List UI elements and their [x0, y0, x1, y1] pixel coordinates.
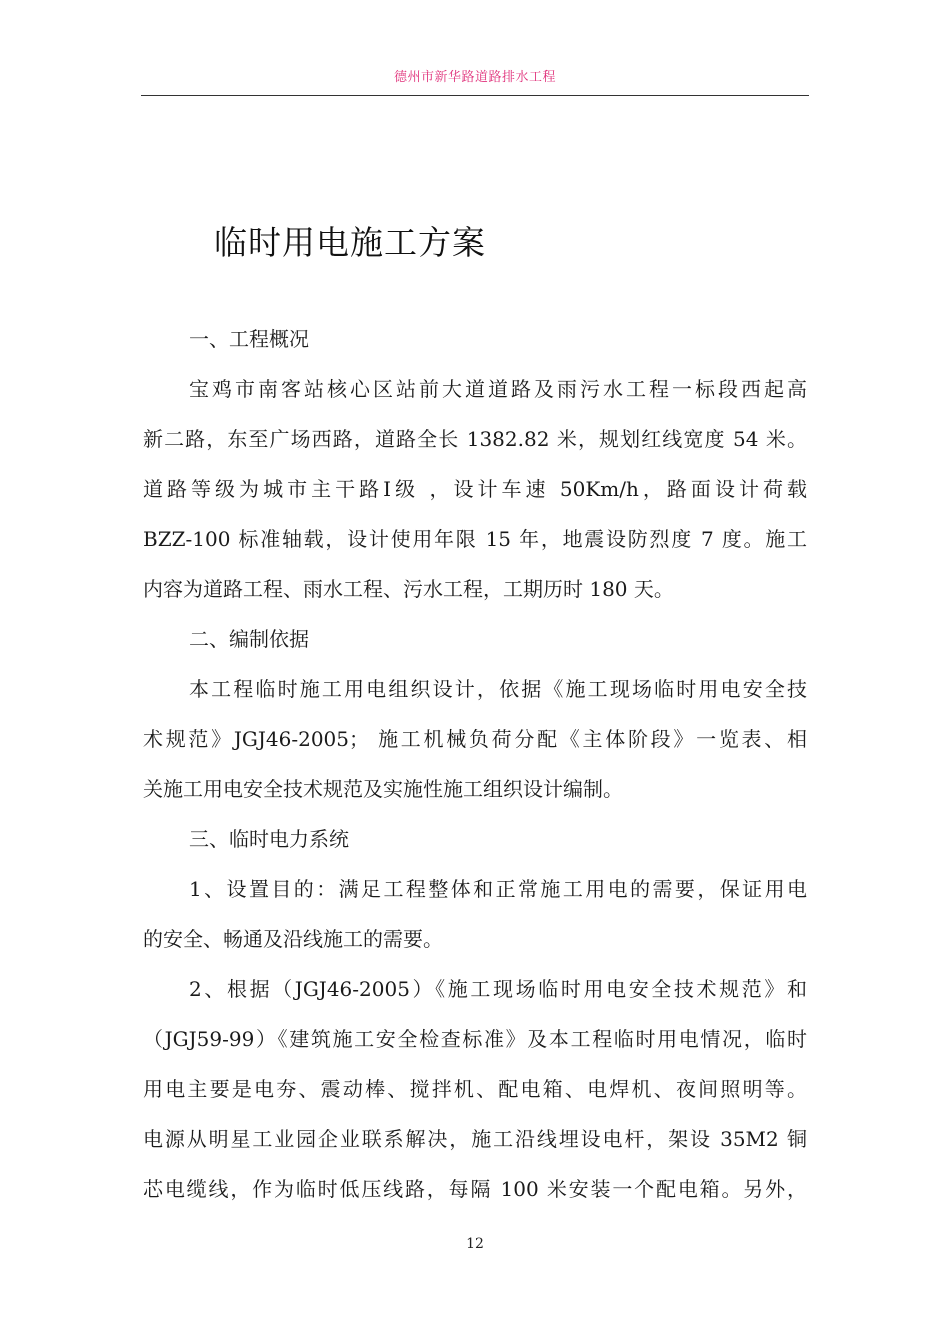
page-number: 12: [466, 1236, 484, 1252]
body-line: 术规范》JGJ46-2005； 施工机械负荷分配《主体阶段》一览表、相: [143, 727, 807, 751]
body-line: 电源从明星工业园企业联系解决，施工沿线埋设电杆，架设 35M2 铜: [143, 1127, 807, 1151]
document-title: 临时用电施工方案: [214, 223, 486, 262]
body-line: BZZ-100 标准轴载，设计使用年限 15 年，地震设防烈度 7 度。施工: [143, 527, 807, 551]
body-line: 关施工用电安全技术规范及实施性施工组织设计编制。: [143, 777, 623, 801]
body-line: 1、设置目的：满足工程整体和正常施工用电的需要，保证用电: [189, 877, 807, 901]
body-line: 本工程临时施工用电组织设计，依据《施工现场临时用电安全技: [189, 677, 807, 701]
body-line: 道路等级为城市主干路Ⅰ级 ，设计车速 50Km/h，路面设计荷载: [143, 477, 807, 501]
body-line: 芯电缆线，作为临时低压线路，每隔 100 米安装一个配电箱。另外，: [143, 1177, 807, 1201]
header-divider: [141, 95, 809, 96]
body-line: 的安全、畅通及沿线施工的需要。: [143, 927, 443, 951]
body-line: 2、根据（JGJ46-2005）《施工现场临时用电安全技术规范》和: [189, 977, 807, 1001]
body-line: 宝鸡市南客站核心区站前大道道路及雨污水工程一标段西起高: [189, 377, 807, 401]
section-heading-overview: 一、工程概况: [189, 327, 309, 351]
body-line: 用电主要是电夯、震动棒、搅拌机、配电箱、电焊机、夜间照明等。: [143, 1077, 807, 1101]
header-title: 德州市新华路道路排水工程: [393, 70, 556, 85]
section-heading-power-system: 三、临时电力系统: [189, 827, 349, 851]
body-line: 内容为道路工程、雨水工程、污水工程，工期历时 180 天。: [143, 577, 674, 601]
section-heading-basis: 二、编制依据: [189, 627, 309, 651]
body-line: 新二路，东至广场西路，道路全长 1382.82 米，规划红线宽度 54 米。: [143, 427, 807, 451]
body-line: （JGJ59-99）《建筑施工安全检查标准》及本工程临时用电情况，临时: [143, 1027, 807, 1051]
